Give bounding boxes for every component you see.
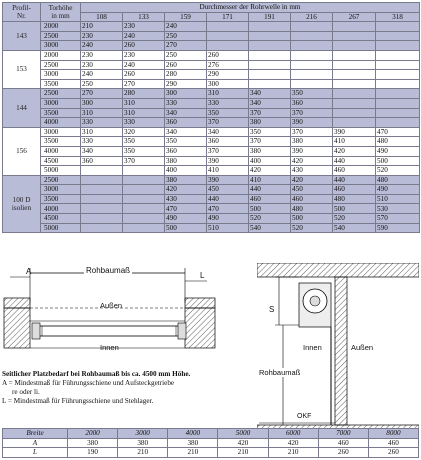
- value-cell: [291, 60, 333, 70]
- value-cell: [291, 79, 333, 89]
- profil-header: Profil- Nr.: [3, 3, 41, 22]
- value-cell: [123, 175, 165, 185]
- value-cell: 330: [81, 137, 123, 147]
- value-cell: 540: [333, 223, 376, 233]
- value-cell: 420: [291, 156, 333, 166]
- value-cell: 460: [333, 185, 376, 195]
- torhoehe-cell: 3500: [41, 194, 81, 204]
- value-cell: 480: [376, 137, 420, 147]
- value-cell: 370: [249, 137, 291, 147]
- torhoehe-cell: 5000: [41, 223, 81, 233]
- value-cell: 420: [165, 185, 207, 195]
- value-cell: [123, 223, 165, 233]
- rohbaumass-label-right: Rohbaumaß: [259, 368, 301, 377]
- torhoehe-cell: 4000: [41, 118, 81, 128]
- value-cell: 450: [291, 185, 333, 195]
- value-cell: 500: [249, 204, 291, 214]
- value-cell: 290: [207, 70, 249, 80]
- value-cell: [81, 194, 123, 204]
- diameter-header: 171: [207, 12, 249, 22]
- notes: [2, 370, 254, 406]
- value-cell: 370: [291, 127, 333, 137]
- value-cell: [81, 166, 123, 176]
- value-cell: 440: [207, 194, 249, 204]
- value-cell: 210: [168, 448, 218, 458]
- value-cell: 520: [376, 166, 420, 176]
- top-view-diagram: [2, 263, 255, 368]
- diameter-header: 159: [165, 12, 207, 22]
- value-cell: [333, 118, 376, 128]
- value-cell: 310: [123, 98, 165, 108]
- value-cell: [291, 70, 333, 80]
- value-cell: [291, 31, 333, 41]
- value-cell: 410: [333, 137, 376, 147]
- table-row: [3, 214, 420, 224]
- profil-cell: 156: [3, 127, 41, 175]
- value-cell: 360: [291, 98, 333, 108]
- profil-cell: 100 D isolien: [3, 175, 41, 233]
- value-cell: 310: [207, 89, 249, 99]
- profil-cell: 144: [3, 89, 41, 127]
- value-cell: 460: [318, 438, 368, 448]
- value-cell: 500: [165, 223, 207, 233]
- width-header: 6000: [268, 429, 318, 439]
- value-cell: 380: [168, 438, 218, 448]
- value-cell: 380: [165, 175, 207, 185]
- torhoehe-header: Torhöhe in mm: [41, 3, 81, 22]
- value-cell: [333, 108, 376, 118]
- value-cell: [333, 70, 376, 80]
- value-cell: 540: [249, 223, 291, 233]
- value-cell: 490: [207, 214, 249, 224]
- value-cell: 340: [81, 146, 123, 156]
- value-cell: 490: [376, 146, 420, 156]
- value-cell: 520: [333, 214, 376, 224]
- table-row: [3, 137, 420, 147]
- value-cell: 370: [207, 146, 249, 156]
- note-a-cont: re oder li.: [12, 388, 40, 396]
- value-cell: 520: [249, 214, 291, 224]
- diameter-header: 318: [376, 12, 420, 22]
- value-cell: 570: [376, 214, 420, 224]
- value-cell: 330: [123, 118, 165, 128]
- value-cell: 310: [123, 108, 165, 118]
- value-cell: 210: [218, 448, 268, 458]
- durchmesser-header: Durchmesser der Rohrwelle in mm: [81, 3, 420, 13]
- value-cell: [81, 214, 123, 224]
- width-header-row: [3, 429, 419, 439]
- width-header: 8000: [368, 429, 418, 439]
- torhoehe-cell: 4000: [41, 204, 81, 214]
- value-cell: [333, 41, 376, 51]
- value-cell: 420: [291, 175, 333, 185]
- value-cell: [123, 214, 165, 224]
- value-cell: 270: [123, 79, 165, 89]
- table-row: [3, 438, 419, 448]
- value-cell: 270: [165, 41, 207, 51]
- torhoehe-cell: 3000: [41, 185, 81, 195]
- width-label: Breite: [3, 429, 68, 439]
- value-cell: 390: [207, 175, 249, 185]
- torhoehe-cell: 2500: [41, 60, 81, 70]
- value-cell: 320: [123, 127, 165, 137]
- value-cell: [376, 108, 420, 118]
- value-cell: 370: [207, 118, 249, 128]
- table-row: [3, 31, 420, 41]
- value-cell: [333, 50, 376, 60]
- value-cell: 260: [368, 448, 418, 458]
- value-cell: 230: [123, 50, 165, 60]
- value-cell: 360: [165, 118, 207, 128]
- value-cell: 390: [207, 156, 249, 166]
- value-cell: 300: [165, 89, 207, 99]
- value-cell: 310: [81, 108, 123, 118]
- value-cell: 470: [376, 127, 420, 137]
- value-cell: [207, 41, 249, 51]
- table-row: [3, 79, 420, 89]
- value-cell: [123, 166, 165, 176]
- value-cell: [249, 31, 291, 41]
- value-cell: 330: [165, 98, 207, 108]
- value-cell: [249, 70, 291, 80]
- value-cell: 260: [165, 60, 207, 70]
- table-row: [3, 41, 420, 51]
- profil-cell: 153: [3, 50, 41, 88]
- width-header: 3000: [118, 429, 168, 439]
- value-cell: 340: [249, 98, 291, 108]
- value-cell: [333, 60, 376, 70]
- value-cell: 370: [123, 156, 165, 166]
- value-cell: 380: [249, 146, 291, 156]
- value-cell: 520: [291, 223, 333, 233]
- value-cell: 210: [268, 448, 318, 458]
- value-cell: 480: [376, 175, 420, 185]
- innen-label-right: Innen: [303, 343, 322, 352]
- innen-label: Innen: [100, 343, 119, 352]
- value-cell: [333, 31, 376, 41]
- table-row: [3, 166, 420, 176]
- value-cell: 460: [368, 438, 418, 448]
- value-cell: 410: [207, 166, 249, 176]
- rohbaumass-label: Rohbaumaß: [86, 266, 131, 275]
- diameter-header: 267: [333, 12, 376, 22]
- l-dimension-label: L: [200, 271, 205, 280]
- value-cell: 350: [123, 137, 165, 147]
- value-cell: 240: [81, 70, 123, 80]
- torhoehe-cell: 3500: [41, 79, 81, 89]
- value-cell: 230: [81, 60, 123, 70]
- torhoehe-cell: 5000: [41, 166, 81, 176]
- value-cell: [376, 89, 420, 99]
- torhoehe-cell: 3000: [41, 98, 81, 108]
- notes-title: Seitlicher Platzbedarf bei Rohbaumaß bis ca. 4500 mm Höhe.: [2, 370, 191, 378]
- note-l: L = Mindestmaß für Führungsschiene und Stehlager.: [2, 397, 154, 405]
- width-header: 7000: [318, 429, 368, 439]
- torhoehe-cell: 2000: [41, 22, 81, 32]
- table-row: [3, 175, 420, 185]
- value-cell: 440: [249, 185, 291, 195]
- width-table: [2, 428, 419, 458]
- value-cell: 260: [318, 448, 368, 458]
- value-cell: 230: [123, 22, 165, 32]
- value-cell: 276: [207, 60, 249, 70]
- aussen-label: Außen: [100, 301, 123, 310]
- table-row: [3, 108, 420, 118]
- aussen-label-right: Außen: [351, 343, 374, 352]
- row-label: A: [3, 438, 68, 448]
- value-cell: 250: [81, 79, 123, 89]
- value-cell: 270: [81, 89, 123, 99]
- value-cell: 390: [291, 146, 333, 156]
- value-cell: 420: [268, 438, 318, 448]
- table-row: [3, 118, 420, 128]
- value-cell: [333, 98, 376, 108]
- value-cell: [249, 22, 291, 32]
- table-row: [3, 185, 420, 195]
- value-cell: 240: [123, 60, 165, 70]
- value-cell: 340: [165, 108, 207, 118]
- value-cell: 310: [81, 127, 123, 137]
- value-cell: 210: [81, 22, 123, 32]
- value-cell: 420: [249, 166, 291, 176]
- value-cell: 410: [249, 175, 291, 185]
- value-cell: 470: [165, 204, 207, 214]
- value-cell: 530: [376, 204, 420, 214]
- value-cell: [123, 185, 165, 195]
- torhoehe-cell: 2500: [41, 89, 81, 99]
- value-cell: 380: [165, 156, 207, 166]
- value-cell: [249, 50, 291, 60]
- value-cell: [207, 31, 249, 41]
- diameter-header: 216: [291, 12, 333, 22]
- value-cell: 380: [118, 438, 168, 448]
- value-cell: 370: [249, 108, 291, 118]
- okf-label: OKF: [297, 413, 312, 420]
- table-row: [3, 60, 420, 70]
- top-view-drawing: [2, 263, 255, 368]
- note-a: A = Mindestmaß für Führungsschiene und Aufsteckgetriebe: [2, 379, 175, 387]
- value-cell: 360: [81, 156, 123, 166]
- value-cell: 470: [207, 204, 249, 214]
- value-cell: [376, 41, 420, 51]
- torhoehe-cell: 4500: [41, 214, 81, 224]
- width-header: 2000: [68, 429, 118, 439]
- value-cell: 190: [68, 448, 118, 458]
- value-cell: 260: [123, 70, 165, 80]
- value-cell: 240: [123, 31, 165, 41]
- value-cell: [333, 89, 376, 99]
- value-cell: 400: [165, 166, 207, 176]
- torhoehe-cell: 3500: [41, 108, 81, 118]
- value-cell: [249, 60, 291, 70]
- value-cell: 300: [207, 79, 249, 89]
- value-cell: 390: [291, 118, 333, 128]
- value-cell: 460: [333, 166, 376, 176]
- value-cell: [291, 41, 333, 51]
- value-cell: 230: [81, 31, 123, 41]
- value-cell: 480: [333, 194, 376, 204]
- value-cell: 500: [376, 156, 420, 166]
- table-row: [3, 22, 420, 32]
- value-cell: [81, 185, 123, 195]
- value-cell: 250: [165, 31, 207, 41]
- value-cell: 330: [81, 118, 123, 128]
- side-view-diagram: [257, 263, 419, 438]
- table-row: [3, 127, 420, 137]
- value-cell: 430: [291, 166, 333, 176]
- value-cell: 300: [81, 98, 123, 108]
- torhoehe-cell: 4000: [41, 146, 81, 156]
- value-cell: 380: [68, 438, 118, 448]
- value-cell: [123, 204, 165, 214]
- value-cell: 510: [207, 223, 249, 233]
- value-cell: 340: [249, 89, 291, 99]
- value-cell: [376, 22, 420, 32]
- value-cell: [376, 79, 420, 89]
- torhoehe-cell: 3000: [41, 41, 81, 51]
- value-cell: 290: [165, 79, 207, 89]
- table-row: [3, 448, 419, 458]
- value-cell: 350: [123, 146, 165, 156]
- profil-cell: 143: [3, 22, 41, 51]
- value-cell: [291, 22, 333, 32]
- value-cell: [376, 60, 420, 70]
- value-cell: 460: [291, 194, 333, 204]
- value-cell: 420: [333, 146, 376, 156]
- value-cell: 260: [123, 41, 165, 51]
- s-dimension-label: S: [269, 305, 275, 314]
- value-cell: 250: [165, 50, 207, 60]
- width-header: 5000: [218, 429, 268, 439]
- torhoehe-cell: 3000: [41, 127, 81, 137]
- value-cell: 210: [118, 448, 168, 458]
- value-cell: [249, 79, 291, 89]
- value-cell: 380: [291, 137, 333, 147]
- torhoehe-cell: 2000: [41, 50, 81, 60]
- value-cell: 510: [376, 194, 420, 204]
- value-cell: 450: [207, 185, 249, 195]
- value-cell: 590: [376, 223, 420, 233]
- value-cell: 350: [249, 127, 291, 137]
- value-cell: [376, 31, 420, 41]
- diameter-header: 108: [81, 12, 123, 22]
- side-view-drawing: [257, 263, 419, 438]
- value-cell: [123, 194, 165, 204]
- diameter-header: 133: [123, 12, 165, 22]
- value-cell: [376, 118, 420, 128]
- value-cell: 380: [249, 118, 291, 128]
- value-cell: 360: [207, 137, 249, 147]
- value-cell: 280: [165, 70, 207, 80]
- value-cell: 370: [291, 108, 333, 118]
- table-row: [3, 194, 420, 204]
- value-cell: 440: [333, 156, 376, 166]
- value-cell: [81, 204, 123, 214]
- value-cell: 340: [165, 127, 207, 137]
- value-cell: [81, 223, 123, 233]
- value-cell: [333, 79, 376, 89]
- value-cell: 500: [291, 214, 333, 224]
- table-row: [3, 204, 420, 214]
- table-row: [3, 98, 420, 108]
- value-cell: [291, 50, 333, 60]
- value-cell: 360: [165, 146, 207, 156]
- torhoehe-cell: 3000: [41, 70, 81, 80]
- value-cell: [207, 22, 249, 32]
- value-cell: 490: [165, 214, 207, 224]
- torhoehe-cell: 3500: [41, 137, 81, 147]
- value-cell: 430: [165, 194, 207, 204]
- value-cell: 240: [165, 22, 207, 32]
- table-row: [3, 89, 420, 99]
- row-label: L: [3, 448, 68, 458]
- value-cell: 230: [81, 50, 123, 60]
- value-cell: 480: [291, 204, 333, 214]
- table-row: [3, 146, 420, 156]
- value-cell: 490: [376, 185, 420, 195]
- value-cell: 280: [123, 89, 165, 99]
- value-cell: 440: [333, 175, 376, 185]
- value-cell: [376, 50, 420, 60]
- torhoehe-cell: 2500: [41, 175, 81, 185]
- table-row: [3, 156, 420, 166]
- a-dimension-label: A: [26, 267, 32, 276]
- value-cell: 390: [333, 127, 376, 137]
- torhoehe-cell: 2500: [41, 31, 81, 41]
- value-cell: [249, 41, 291, 51]
- value-cell: 460: [249, 194, 291, 204]
- table-row: [3, 50, 420, 60]
- diameter-header: 191: [249, 12, 291, 22]
- table-row: [3, 70, 420, 80]
- value-cell: 240: [81, 41, 123, 51]
- value-cell: 400: [249, 156, 291, 166]
- value-cell: 420: [218, 438, 268, 448]
- value-cell: 350: [207, 108, 249, 118]
- value-cell: 340: [207, 127, 249, 137]
- value-cell: [376, 70, 420, 80]
- value-cell: 350: [291, 89, 333, 99]
- width-header: 4000: [168, 429, 218, 439]
- value-cell: [333, 22, 376, 32]
- value-cell: [376, 98, 420, 108]
- value-cell: 330: [207, 98, 249, 108]
- value-cell: 500: [333, 204, 376, 214]
- space-requirement-table: [2, 2, 420, 233]
- value-cell: [81, 175, 123, 185]
- value-cell: 260: [207, 50, 249, 60]
- value-cell: 350: [165, 137, 207, 147]
- torhoehe-cell: 4500: [41, 156, 81, 166]
- table-row: [3, 223, 420, 233]
